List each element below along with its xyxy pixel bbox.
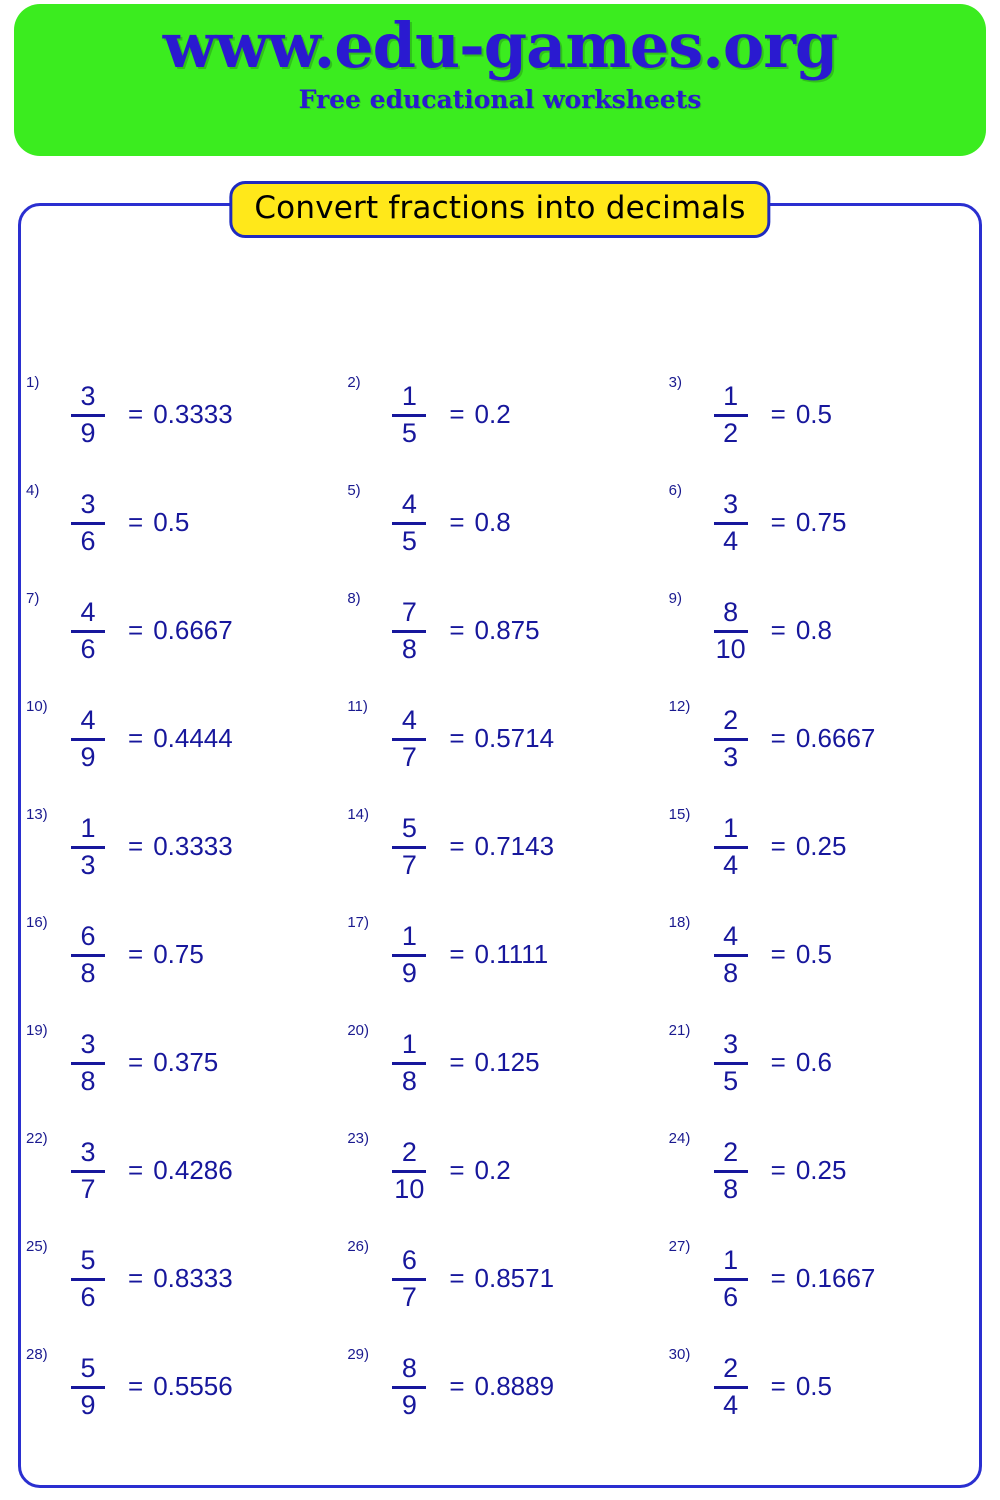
fraction-bar [714, 738, 748, 741]
fraction-bar [71, 846, 105, 849]
fraction-numerator: 4 [80, 597, 96, 628]
problem-number: 26) [347, 1238, 370, 1255]
answer-value: 0.7143 [474, 830, 555, 861]
equals-sign: = [770, 506, 786, 537]
answer-value: 0.3333 [153, 398, 233, 429]
fraction-numerator: 1 [401, 921, 417, 952]
fraction-numerator: 4 [401, 705, 417, 736]
equals-sign: = [449, 614, 465, 645]
equals-sign: = [770, 722, 786, 753]
fraction-denominator: 5 [401, 417, 417, 448]
equals-sign: = [770, 398, 786, 429]
problem-number: 7) [26, 590, 40, 607]
problem-item [339, 684, 660, 792]
answer-value: 0.2 [474, 398, 511, 429]
answer-value: 0.6667 [795, 722, 876, 753]
answer-value: 0.125 [474, 1046, 540, 1077]
answer-value: 0.25 [795, 1154, 847, 1185]
answer-value: 0.8571 [474, 1262, 555, 1293]
fraction-denominator: 8 [80, 1065, 96, 1096]
fraction-denominator: 4 [723, 849, 739, 880]
fraction-denominator: 10 [715, 633, 746, 664]
problem-item [18, 900, 339, 1008]
answer-value: 0.75 [795, 506, 847, 537]
problem-number: 13) [26, 806, 48, 823]
fraction-numerator: 3 [80, 381, 96, 412]
answer-value: 0.5714 [474, 722, 555, 753]
fraction-bar [392, 846, 426, 849]
problem-number: 10) [26, 698, 48, 715]
answer-value: 0.6667 [153, 614, 233, 645]
equals-sign: = [770, 614, 786, 645]
fraction [703, 1030, 759, 1095]
answer-value: 0.1111 [474, 938, 549, 969]
equals-sign: = [128, 830, 144, 861]
answer-value: 0.1667 [795, 1262, 876, 1293]
fraction-numerator: 4 [723, 921, 739, 952]
answer-value: 0.8 [795, 614, 832, 645]
equals-sign: = [770, 1262, 786, 1293]
fraction-numerator: 1 [723, 1245, 739, 1276]
fraction-denominator: 10 [394, 1173, 425, 1204]
fraction-numerator: 4 [80, 705, 96, 736]
fraction-numerator: 7 [401, 597, 417, 628]
equals-sign: = [770, 1370, 786, 1401]
fraction-numerator: 1 [401, 381, 417, 412]
problem-number: 25) [26, 1238, 48, 1255]
fraction-bar [71, 738, 105, 741]
problem-item [18, 1116, 339, 1224]
answer-value: 0.875 [474, 614, 540, 645]
fraction-denominator: 6 [80, 525, 96, 556]
fraction [703, 814, 759, 879]
fraction-denominator: 3 [723, 741, 739, 772]
answer-value: 0.5 [795, 1370, 832, 1401]
fraction-denominator: 9 [401, 1389, 417, 1420]
fraction-bar [714, 846, 748, 849]
answer-value: 0.8 [474, 506, 511, 537]
equals-sign: = [770, 1154, 786, 1185]
problem-item [18, 1008, 339, 1116]
fraction [381, 706, 437, 771]
fraction-denominator: 2 [723, 417, 739, 448]
fraction [60, 490, 116, 555]
fraction [381, 598, 437, 663]
problem-number: 12) [668, 698, 691, 715]
fraction-denominator: 9 [80, 417, 96, 448]
fraction-bar [714, 954, 748, 957]
fraction-denominator: 8 [723, 1173, 739, 1204]
fraction-bar [714, 1062, 748, 1065]
fraction-denominator: 6 [80, 1281, 96, 1312]
fraction-bar [714, 1386, 748, 1389]
problem-item [661, 468, 982, 576]
fraction-bar [392, 1278, 426, 1281]
fraction [60, 1246, 116, 1311]
equals-sign: = [770, 938, 786, 969]
fraction-denominator: 7 [401, 849, 417, 880]
problem-number: 24) [668, 1130, 691, 1147]
problem-item [661, 1008, 982, 1116]
fraction [703, 706, 759, 771]
problem-item [661, 792, 982, 900]
fraction-bar [714, 1170, 748, 1173]
problem-grid [18, 360, 982, 1440]
problem-item [18, 576, 339, 684]
fraction-bar [392, 1062, 426, 1065]
fraction [703, 1354, 759, 1419]
fraction-bar [714, 630, 748, 633]
problem-item [339, 1332, 660, 1440]
fraction-bar [71, 1278, 105, 1281]
fraction-denominator: 9 [80, 1389, 96, 1420]
answer-value: 0.5 [795, 398, 832, 429]
answer-value: 0.5 [795, 938, 832, 969]
fraction [381, 1138, 437, 1203]
fraction [60, 706, 116, 771]
equals-sign: = [128, 506, 144, 537]
answer-value: 0.5 [153, 506, 190, 537]
fraction [60, 814, 116, 879]
equals-sign: = [770, 1046, 786, 1077]
equals-sign: = [449, 1154, 465, 1185]
equals-sign: = [128, 1046, 144, 1077]
problem-item [339, 468, 660, 576]
fraction-denominator: 5 [723, 1065, 739, 1096]
fraction [381, 1246, 437, 1311]
answer-value: 0.6 [795, 1046, 832, 1077]
problem-number: 4) [26, 482, 40, 499]
problem-item [339, 1224, 660, 1332]
fraction [381, 922, 437, 987]
equals-sign: = [128, 1154, 144, 1185]
fraction [60, 922, 116, 987]
problem-number: 8) [347, 590, 361, 607]
problem-number: 28) [26, 1346, 48, 1363]
problem-number: 15) [668, 806, 691, 823]
fraction-bar [392, 954, 426, 957]
answer-value: 0.8333 [153, 1262, 233, 1293]
fraction-denominator: 9 [401, 957, 417, 988]
answer-value: 0.375 [153, 1046, 219, 1077]
fraction [381, 490, 437, 555]
problem-number: 21) [668, 1022, 691, 1039]
fraction-denominator: 8 [401, 633, 417, 664]
fraction [703, 382, 759, 447]
fraction-numerator: 2 [723, 1137, 739, 1168]
fraction [381, 382, 437, 447]
fraction-numerator: 1 [80, 813, 96, 844]
problem-item [661, 1116, 982, 1224]
fraction-bar [392, 414, 426, 417]
problem-number: 6) [668, 482, 682, 499]
problem-item [18, 684, 339, 792]
problem-item [339, 1116, 660, 1224]
fraction-numerator: 6 [401, 1245, 417, 1276]
fraction-numerator: 2 [723, 1353, 739, 1384]
problem-number: 18) [668, 914, 691, 931]
problem-number: 14) [347, 806, 370, 823]
fraction-bar [71, 1386, 105, 1389]
problem-item [339, 792, 660, 900]
problem-item [18, 1332, 339, 1440]
problem-item [661, 1224, 982, 1332]
problem-item [18, 792, 339, 900]
problem-item [661, 1332, 982, 1440]
fraction-bar [714, 522, 748, 525]
equals-sign: = [449, 722, 465, 753]
fraction-numerator: 8 [401, 1353, 417, 1384]
fraction-denominator: 7 [401, 1281, 417, 1312]
fraction-numerator: 3 [80, 489, 96, 520]
problem-number: 23) [347, 1130, 370, 1147]
fraction-bar [71, 1170, 105, 1173]
equals-sign: = [449, 830, 465, 861]
site-title: www.edu-games.org [162, 9, 838, 82]
fraction-numerator: 1 [723, 813, 739, 844]
fraction-bar [392, 1386, 426, 1389]
problem-item [339, 1008, 660, 1116]
fraction [381, 1030, 437, 1095]
fraction-numerator: 1 [401, 1029, 417, 1060]
fraction-bar [714, 414, 748, 417]
fraction-denominator: 5 [401, 525, 417, 556]
equals-sign: = [770, 830, 786, 861]
equals-sign: = [449, 398, 465, 429]
problem-item [339, 360, 660, 468]
fraction-bar [714, 1278, 748, 1281]
problem-item [339, 900, 660, 1008]
answer-value: 0.75 [153, 938, 204, 969]
fraction-bar [71, 630, 105, 633]
fraction-bar [392, 738, 426, 741]
equals-sign: = [449, 1370, 465, 1401]
answer-value: 0.5556 [153, 1370, 233, 1401]
equals-sign: = [449, 1262, 465, 1293]
fraction-numerator: 5 [401, 813, 417, 844]
problem-number: 22) [26, 1130, 48, 1147]
fraction-numerator: 2 [401, 1137, 417, 1168]
fraction-numerator: 3 [80, 1029, 96, 1060]
problem-item [18, 468, 339, 576]
fraction [60, 1138, 116, 1203]
equals-sign: = [128, 938, 144, 969]
fraction-numerator: 2 [723, 705, 739, 736]
fraction-numerator: 5 [80, 1245, 96, 1276]
problem-item [661, 684, 982, 792]
fraction-bar [71, 522, 105, 525]
fraction-bar [71, 414, 105, 417]
problem-number: 19) [26, 1022, 48, 1039]
problem-number: 30) [668, 1346, 691, 1363]
fraction-denominator: 7 [80, 1173, 96, 1204]
fraction [381, 1354, 437, 1419]
answer-value: 0.4444 [153, 722, 233, 753]
equals-sign: = [128, 722, 144, 753]
fraction-numerator: 6 [80, 921, 96, 952]
problem-number: 29) [347, 1346, 370, 1363]
fraction [60, 1030, 116, 1095]
fraction-bar [392, 522, 426, 525]
equals-sign: = [128, 1370, 144, 1401]
equals-sign: = [128, 398, 144, 429]
fraction [703, 922, 759, 987]
equals-sign: = [128, 1262, 144, 1293]
fraction-denominator: 8 [401, 1065, 417, 1096]
fraction-denominator: 4 [723, 525, 739, 556]
fraction-numerator: 3 [723, 489, 739, 520]
equals-sign: = [449, 938, 465, 969]
fraction-denominator: 8 [80, 957, 96, 988]
answer-value: 0.25 [795, 830, 847, 861]
fraction-denominator: 7 [401, 741, 417, 772]
problem-item [339, 576, 660, 684]
problem-number: 9) [668, 590, 682, 607]
fraction-denominator: 6 [80, 633, 96, 664]
fraction [60, 598, 116, 663]
problem-item [661, 900, 982, 1008]
equals-sign: = [449, 506, 465, 537]
problem-item [661, 576, 982, 684]
problem-item [661, 360, 982, 468]
fraction-numerator: 3 [80, 1137, 96, 1168]
fraction-numerator: 8 [723, 597, 739, 628]
fraction [703, 490, 759, 555]
site-banner [14, 4, 986, 156]
fraction-bar [71, 954, 105, 957]
problem-number: 20) [347, 1022, 370, 1039]
answer-value: 0.2 [474, 1154, 511, 1185]
problem-number: 5) [347, 482, 361, 499]
fraction-denominator: 4 [723, 1389, 739, 1420]
fraction-denominator: 9 [80, 741, 96, 772]
fraction-numerator: 5 [80, 1353, 96, 1384]
fraction [703, 598, 759, 663]
worksheet-title: Convert fractions into decimals [254, 190, 746, 226]
equals-sign: = [449, 1046, 465, 1077]
fraction [703, 1138, 759, 1203]
problem-number: 27) [668, 1238, 691, 1255]
site-tagline: Free educational worksheets [298, 85, 702, 115]
problem-item [18, 1224, 339, 1332]
problem-number: 1) [26, 374, 40, 391]
problem-number: 11) [347, 698, 368, 715]
equals-sign: = [128, 614, 144, 645]
fraction-numerator: 3 [723, 1029, 739, 1060]
answer-value: 0.3333 [153, 830, 233, 861]
problem-item [18, 360, 339, 468]
fraction [381, 814, 437, 879]
fraction [60, 382, 116, 447]
fraction-denominator: 8 [723, 957, 739, 988]
fraction-denominator: 6 [723, 1281, 739, 1312]
fraction-bar [392, 630, 426, 633]
problem-number: 3) [668, 374, 682, 391]
problem-number: 2) [347, 374, 361, 391]
fraction-denominator: 3 [80, 849, 96, 880]
fraction-numerator: 1 [723, 381, 739, 412]
fraction [60, 1354, 116, 1419]
problem-number: 17) [347, 914, 370, 931]
answer-value: 0.8889 [474, 1370, 555, 1401]
fraction [703, 1246, 759, 1311]
worksheet-title-pill [229, 181, 770, 238]
answer-value: 0.4286 [153, 1154, 233, 1185]
problem-number: 16) [26, 914, 48, 931]
fraction-bar [71, 1062, 105, 1065]
fraction-bar [392, 1170, 426, 1173]
fraction-numerator: 4 [401, 489, 417, 520]
